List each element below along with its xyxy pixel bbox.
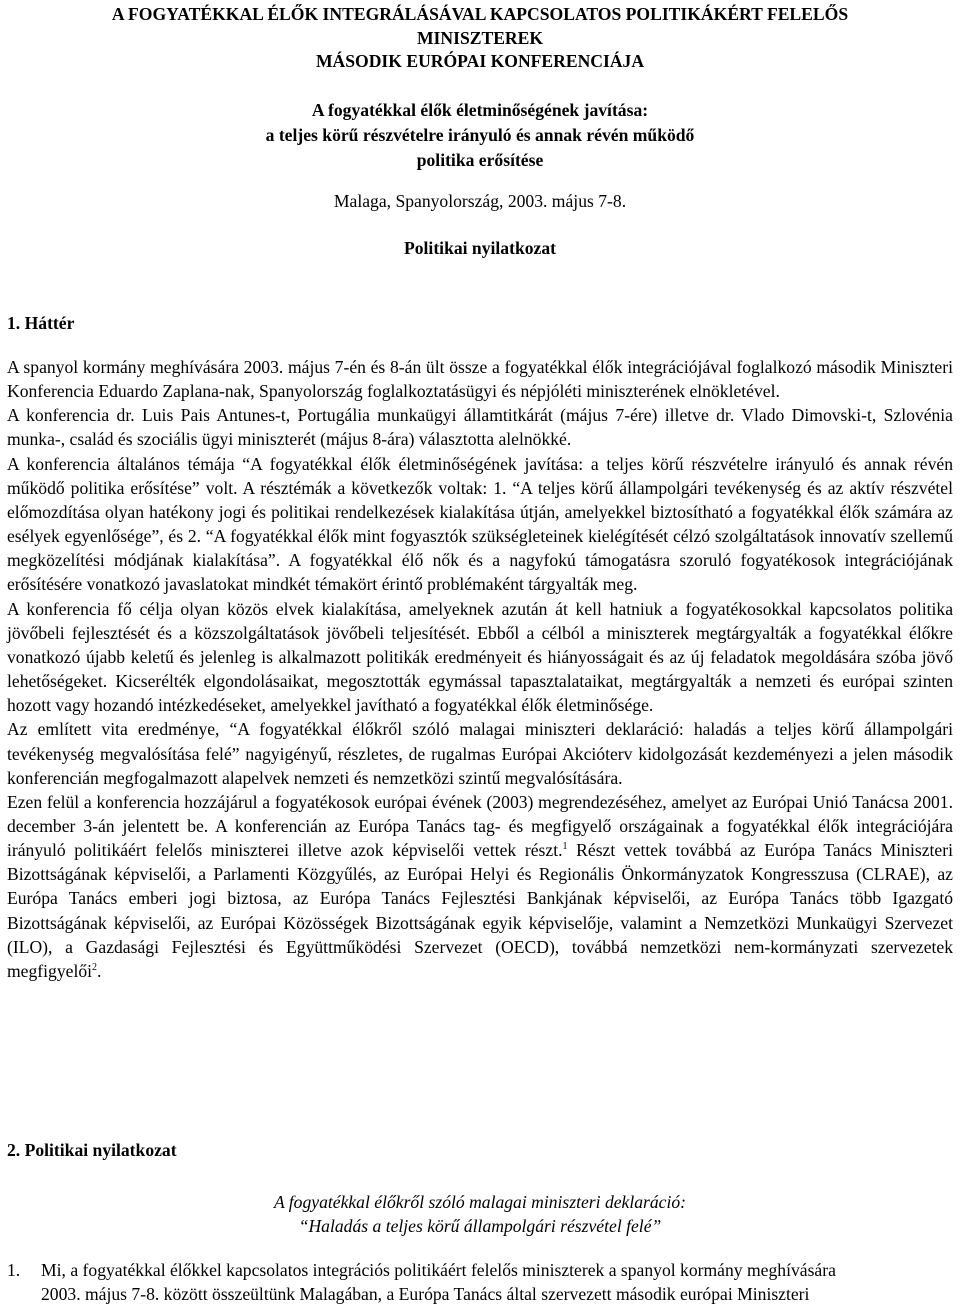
- document-title: [0, 3, 960, 74]
- paragraph-participants: [7, 790, 953, 983]
- paragraph-text: Ezen felül a konferencia hozzájárul a fogyatékosok európai évének (2003) megrendezéséhez, amelyet az Európai Unió Tanácsa 2001. december 3-án jelentett be. A konferencián az Európa Tanács tag- és megfigyelő országainak a fogyatékkal élők integrációjára irányuló politikáért felelős miniszterei illetve azok képviselői vettek részt.: [7, 791, 953, 861]
- subtitle-line: politika erősítése: [416, 150, 544, 170]
- subtitle-line: a teljes körű részvételre irányuló és annak révén működő: [265, 125, 695, 145]
- section-background-body: [7, 355, 953, 983]
- section-heading-background: 1. Háttér: [7, 313, 75, 333]
- item-text-continued: 2003. május 7-8. között összeültünk Malagában, a Európa Tanács által szervezett második európai Miniszteri: [41, 1284, 810, 1304]
- declaration-subtitle: “Haladás a teljes körű állampolgári részvétel felé”: [298, 1216, 662, 1236]
- paragraph: A konferencia fő célja olyan közös elvek kialakítása, amelyeknek azután át kell hatniuk a fogyatékosokkal kapcsolatos politika jövőbeli fejlesztését és a közszolgáltatások jövőbeli teljesítését. Ebből a célból a miniszterek megtárgyalták a fogyatékkal élőkre vonatkozó újabb keletű és jelenleg is alkalmazott politikák eredményeit és hiányosságait és az új feladatok megoldására szóba jövő lehetőségeket. Kicserélték elgondolásaikat, megosztották egymással tapasztalataikat, megtárgyalták a nemzeti és európai szinten hozott vagy hozandó intézkedéseket, amelyekkel javítható a fogyatékkal élők életminősége.: [7, 598, 953, 716]
- paragraph: A konferencia általános témája “A fogyatékkal élők életminőségének javítása: a teljes körű részvételre irányuló és annak révén működő politika erősítése” volt. A résztémák a következők voltak: 1. “A teljes körű állampolgári tevékenység és az aktív részvétel előmozdítása olyan hatékony jogi és politikai rendelkezések kialakítása útján, amelyekkel biztosítható a fogyatékkal élők számára az esélyek egyenlősége”, és 2. “A fogyatékkal élők mint fogyasztók szükségleteinek kielégítését célzó szolgáltatások innovatív szellemű megközelítési módjának kialakítása”. A fogyatékkal élő nők és a nagyfokú támogatásra szoruló fogyatékosok integrációjának erősítésére vonatkozó javaslatokat mindkét témakört érintő problémaként tárgyalták meg.: [7, 453, 953, 595]
- paragraph: A spanyol kormány meghívására 2003. május 7-én és 8-án ült össze a fogyatékkal élők integrációjával foglalkozó második Miniszteri Konferencia Eduardo Zaplana-nak, Spanyolország foglalkoztatásügyi és népjóléti miniszterének elnökletével.: [7, 357, 953, 402]
- title-line: MINISZTEREK: [416, 27, 544, 48]
- section-heading-political-declaration: 2. Politikai nyilatkozat: [7, 1140, 177, 1160]
- paragraph-end: .: [97, 960, 102, 981]
- title-line: MÁSODIK EURÓPAI KONFERENCIÁJA: [315, 51, 645, 71]
- footnote-ref-2[interactable]: 2: [92, 962, 98, 974]
- paragraph: A konferencia dr. Luis Pais Antunes-t, Portugália munkaügyi államtitkárát (május 7-ére) illetve dr. Vlado Dimovski-t, Szlovénia munka-, család és szociális ügyi miniszterét (május 8-ára) választotta alelnökké.: [7, 405, 953, 450]
- declaration-label: Politikai nyilatkozat: [404, 238, 556, 258]
- declaration-heading: [0, 1190, 960, 1238]
- paragraph: Az említett vita eredménye, “A fogyatékkal élőkről szóló malagai miniszteri deklaráció: haladás a teljes körű állampolgári tevékenység megvalósítása felé” nagyigényű, részletes, de rugalmas Európai Akcióterv kidolgozását kezdeményezi a jelen második konferencián megfogalmazott alapelvek nemzeti és nemzetközi szintű megvalósítására.: [7, 719, 953, 788]
- footnote-ref-1[interactable]: 1: [562, 841, 568, 853]
- declaration-title: A fogyatékkal élőkről szóló malagai miniszteri deklaráció:: [273, 1192, 687, 1212]
- subtitle-line: A fogyatékkal élők életminőségének javítása:: [311, 100, 649, 120]
- paragraph-text: Részt vettek továbbá az Európa Tanács Miniszteri Bizottságának képviselői, a Parlamenti Közgyűlés, az Európai Helyi és Regionális Önkormányzatok Kongresszusa (CLRAE), az Európa Tanács emberi jogi biztosa, az Európa Tanács Fejlesztési Bankjának képviselői, az Európa Tanács több Igazgató Bizottságának képviselői, az Európai Közösségek Bizottságának egyik képviselője, valamint a Nemzetközi Munkaügyi Szervezet (ILO), a Gazdasági Fejlesztési és Együttműködési Szervezet (OECD), továbbá nemzetközi nem-kormányzati szervezetek megfigyelői: [7, 840, 953, 981]
- item-text: Mi, a fogyatékkal élőkkel kapcsolatos integrációs politikáért felelős miniszterek a spanyol kormány meghívására: [41, 1260, 836, 1280]
- document-subtitle: [0, 98, 960, 173]
- place-date: Malaga, Spanyolország, 2003. május 7-8.: [333, 191, 627, 211]
- item-number: 1.: [7, 1260, 21, 1280]
- title-line: A FOGYATÉKKAL ÉLŐK INTEGRÁLÁSÁVAL KAPCSOLATOS POLITIKÁKÉRT FELELŐS: [111, 4, 849, 24]
- numbered-item: [7, 1258, 953, 1306]
